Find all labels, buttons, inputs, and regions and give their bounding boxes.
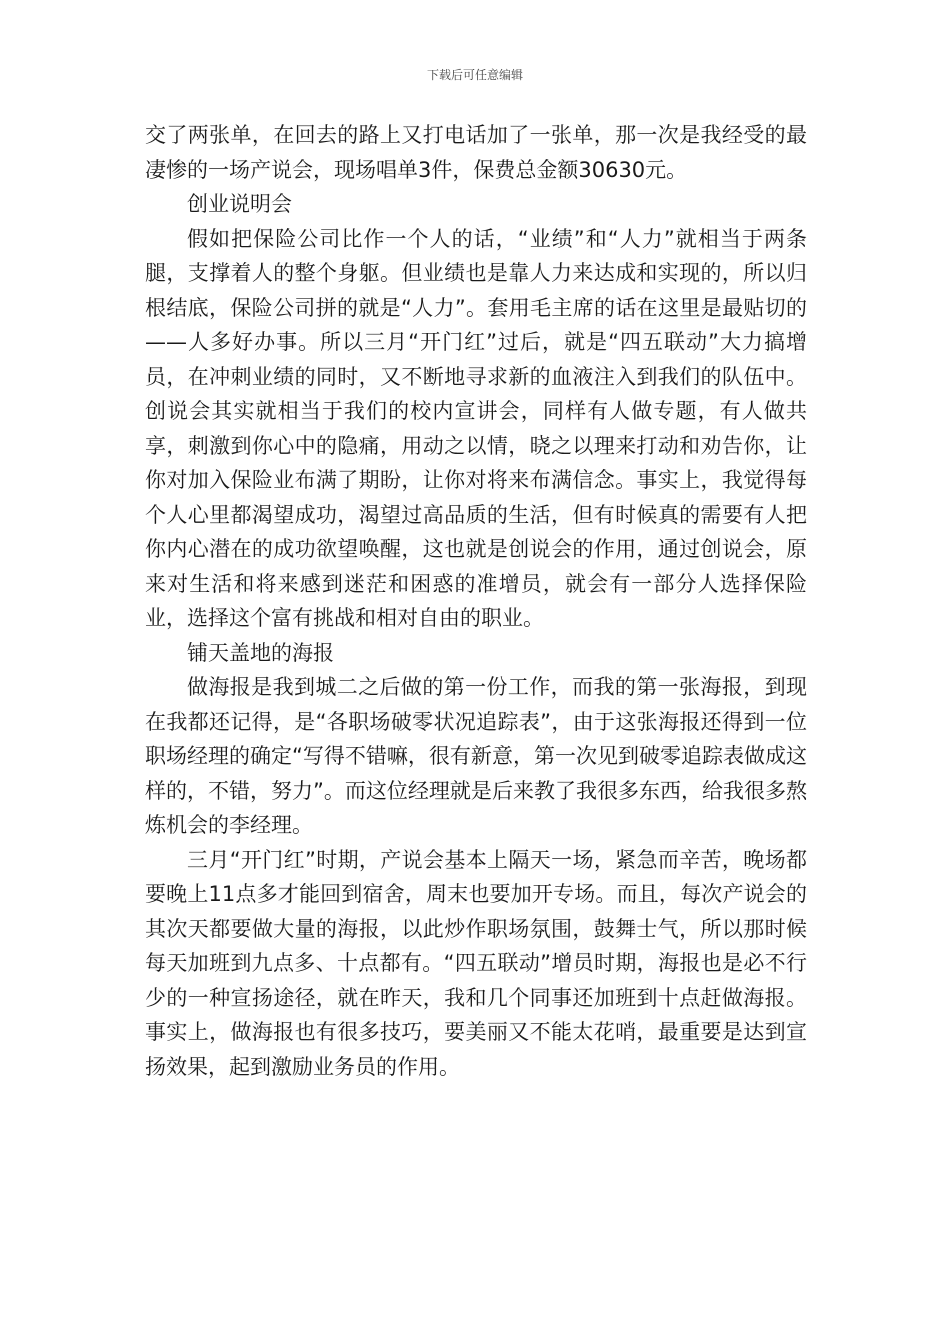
section-heading-startup-meeting: 创业说明会 xyxy=(187,192,292,216)
paragraph-first-poster: 做海报是我到城二之后做的第一份工作，而我的第一张海报，到现在我都还记得，是“各职场破零状况追踪表”，由于这张海报还得到一位职场经理的确定“写得不错嘛，很有新意，第一次见到破零追踪表做成这样的，不错，努力”。而这位经理就是后来教了我很多东西，给我很多熬炼机会的李经理。 xyxy=(145,675,807,837)
document-body xyxy=(145,118,807,1084)
page-header: 下载后可任意编辑 xyxy=(426,68,523,82)
section-heading-posters: 铺天盖地的海报 xyxy=(187,640,334,665)
paragraph-march-posters: 三月“开门红”时期，产说会基本上隔天一场，紧急而辛苦，晚场都要晚上11点多才能回到宿舍，周末也要加开专场。而且，每次产说会的其次天都要做大量的海报，以此炒作职场氛围，鼓舞士气，所以那时候每天加班到九点多、十点都有。“四五联动”增员时期，海报也是必不行少的一种宣扬途径，就在昨天，我和几个同事还加班到十点赶做海报。事实上，做海报也有很多技巧，要美丽又不能太花哨，最重要是达到宣扬效果，起到激励业务员的作用。 xyxy=(145,847,807,1079)
paragraph-continuation: 交了两张单，在回去的路上又打电话加了一张单，那一次是我经受的最凄惨的一场产说会，现场唱单3件，保费总金额30630元。 xyxy=(145,123,807,182)
paragraph-startup-meeting: 假如把保险公司比作一个人的话，“业绩”和“人力”就相当于两条腿，支撑着人的整个身躯。但业绩也是靠人力来达成和实现的，所以归根结底，保险公司拼的就是“人力”。套用毛主席的话在这里是最贴切的——人多好办事。所以三月“开门红”过后，就是“四五联动”大力搞增员，在冲刺业绩的同时，又不断地寻求新的血液注入到我们的队伍中。创说会其实就相当于我们的校内宣讲会，同样有人做专题，有人做共享，刺激到你心中的隐痛，用动之以情，晓之以理来打动和劝告你，让你对加入保险业布满了期盼，让你对将来布满信念。事实上，我觉得每个人心里都渴望成功，渴望过高品质的生活，但有时候真的需要有人把你内心潜在的成功欲望唤醒，这也就是创说会的作用，通过创说会，原来对生活和将来感到迷茫和困惑的准增员，就会有一部分人选择保险业，选择这个富有挑战和相对自由的职业。 xyxy=(145,226,807,630)
